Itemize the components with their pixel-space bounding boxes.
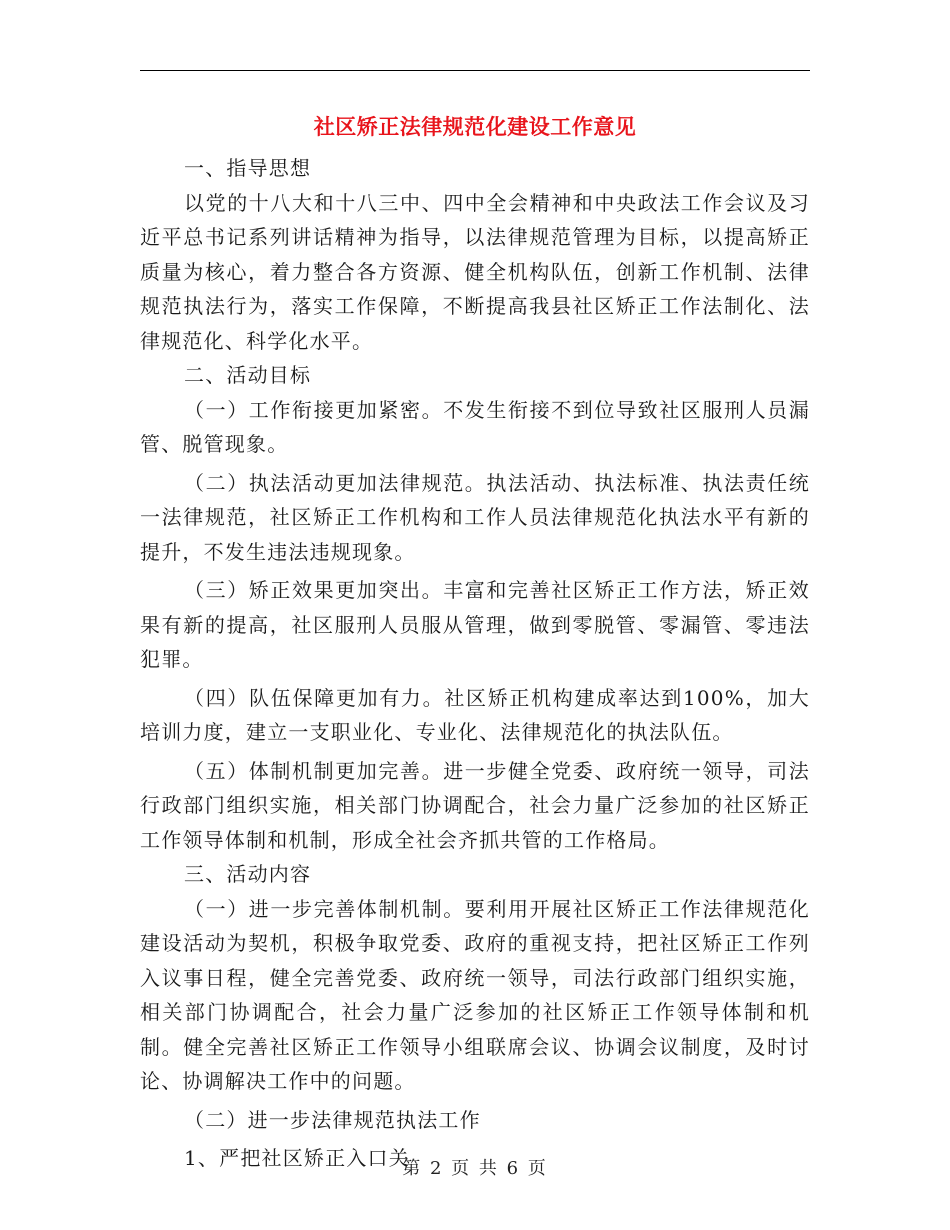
body-paragraph: （五）体制机制更加完善。进一步健全党委、政府统一领导，司法行政部门组织实施，相关部门协调配合，社会力量广泛参加的社区矫正工作领导体制和机制，形成全社会齐抓共管的工作格局。 [140, 758, 810, 852]
list-item-heading: 1、严把社区矫正入口关 [184, 1146, 410, 1170]
section-heading-guiding-thought: 一、指导思想 [184, 156, 312, 180]
body-paragraph: （二）执法活动更加法律规范。执法活动、执法标准、执法责任统一法律规范，社区矫正工作机构和工作人员法律规范化执法水平有新的提升，不发生违法违规现象。 [140, 470, 810, 564]
section-heading-content: 三、活动内容 [184, 862, 312, 886]
section-heading-goals: 二、活动目标 [184, 363, 312, 387]
body-paragraph: （一）工作衔接更加紧密。不发生衔接不到位导致社区服刑人员漏管、脱管现象。 [140, 397, 810, 456]
header-rule [140, 70, 810, 71]
page-number-footer: 第 2 页 共 6 页 [402, 1158, 548, 1179]
body-paragraph: （四）队伍保障更加有力。社区矫正机构建成率达到100%，加大培训力度，建立一支职业化、专业化、法律规范化的执法队伍。 [140, 685, 810, 744]
body-paragraph: 以党的十八大和十八三中、四中全会精神和中央政法工作会议及习近平总书记系列讲话精神为指导，以法律规范管理为目标，以提高矫正质量为核心，着力整合各方资源、健全机构队伍，创新工作机制、法律规范执法行为，落实工作保障，不断提高我县社区矫正工作法制化、法律规范化、科学化水平。 [140, 190, 810, 353]
document-body [140, 151, 810, 1176]
document-title: 社区矫正法律规范化建设工作意见 [313, 114, 637, 139]
subsection-heading: （二）进一步法律规范执法工作 [184, 1107, 481, 1132]
body-paragraph: （三）矫正效果更加突出。丰富和完善社区矫正工作方法，矫正效果有新的提高，社区服刑人员服从管理，做到零脱管、零漏管、零违法犯罪。 [140, 578, 810, 671]
body-paragraph: （一）进一步完善体制机制。要利用开展社区矫正工作法律规范化建设活动为契机，积极争取党委、政府的重视支持，把社区矫正工作列入议事日程，健全完善党委、政府统一领导，司法行政部门组织实施，相关部门协调配合，社会力量广泛参加的社区矫正工作领导体制和机制。健全完善社区矫正工作领导小组联席会议、协调会议制度，及时讨论、协调解决工作中的问题。 [140, 896, 810, 1093]
